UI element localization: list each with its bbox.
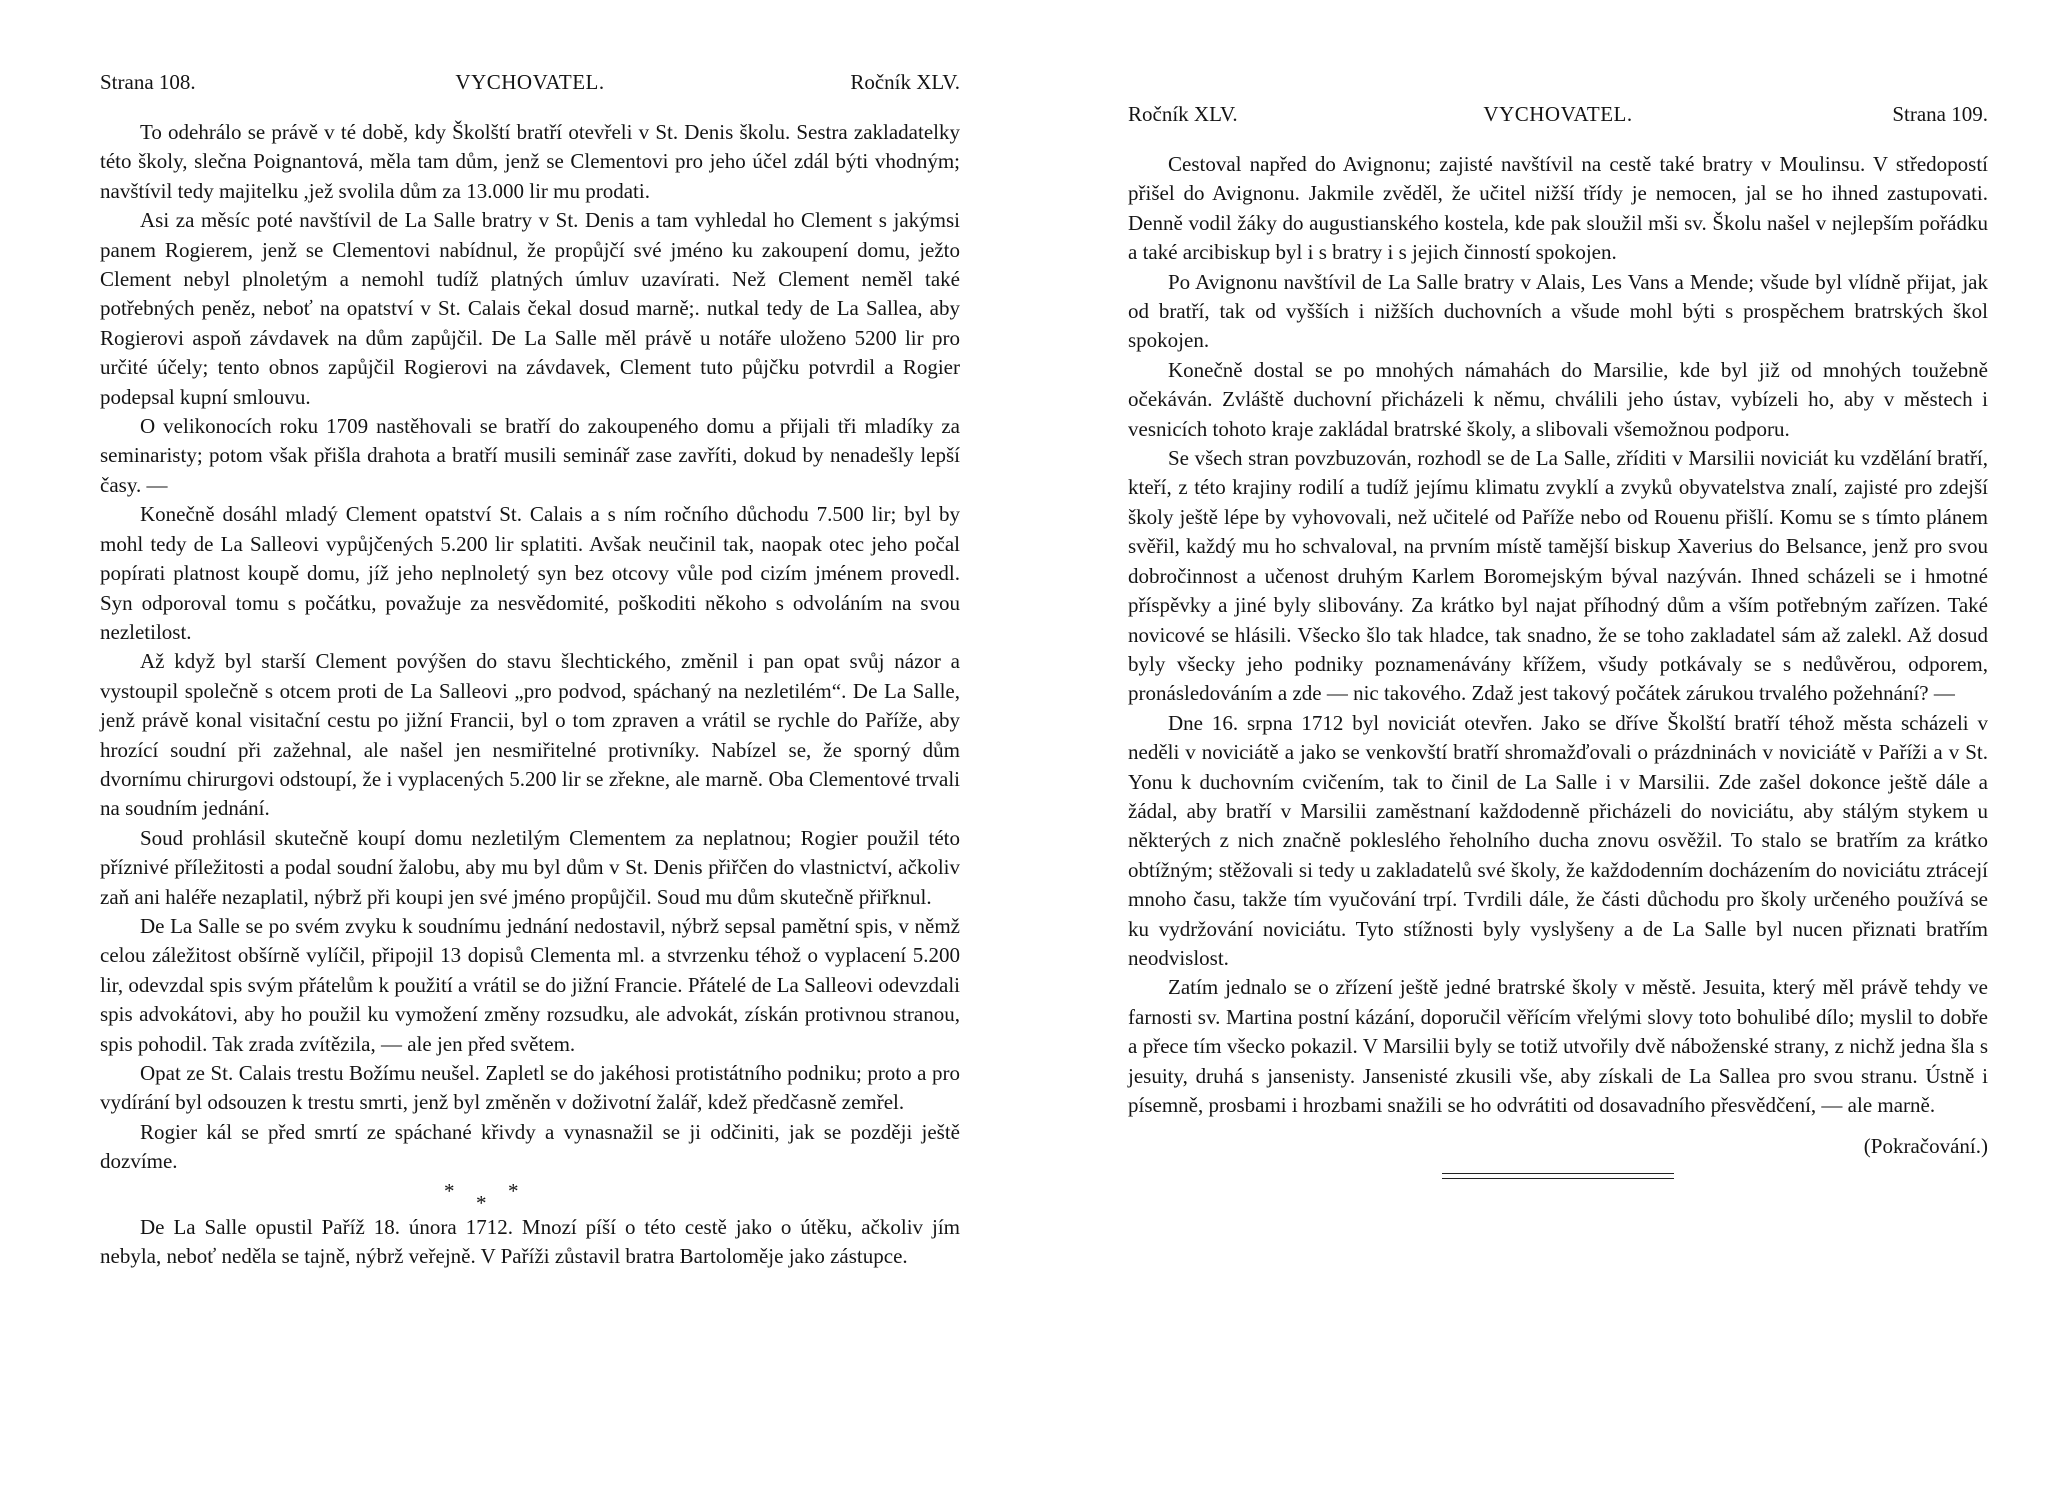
end-rule — [1128, 1173, 1988, 1179]
left-journal-title: VYCHOVATEL. — [455, 70, 605, 94]
paragraph: Až když byl starší Clement povýšen do stavu šlechtického, změnil i pan opat svůj názor a vystoupil společně s otcem proti de La Salleovi „pro podvod, spáchaný na nezletilém“. De La Salle, jenž právě konal visitační cestu po jižní Francii, byl o tom zpraven a vrátil se rychle do Paříže, aby hrozící soudní při zažehnal, ale našel jen nesmiřitelné protivníky. Nabízel se, že sporný dům dvornímu chirurgovi odstoupí, že i vyplacených 5.200 lir se zřekne, ale marně. Oba Clementové trvali na soudním jednání. — [100, 649, 960, 821]
paragraph: Dne 16. srpna 1712 byl noviciát otevřen. Jako se dříve Školští bratří téhož města scházeli v neděli v noviciátě a jako se venkovští bratří shromažďovali o prázdninách v noviciátě v Paříži a v St. Yonu k duchovním cvičením, tak to činil de La Salle i v Marsilii. Zde zašel dokonce ještě dále a žádal, aby bratří v Marsilii zaměstnaní každodenně přicházeli do noviciátu, aby stálým stykem u některých z nich značně poklesléhо řeholního ducha znovu osvěžil. To stalo se bratřím za krátko obtížným; stěžovali si tedy u zakladatelů své školy, že každodenním docházením do noviciátu ztrácejí mnoho času, takže tím vyučování trpí. Tvrdili dále, že části důchodu pro školy určeného používá se ku vydržování noviciátu. Tyto stížnosti byly vyslyšeny a de La Salle byl nucen přiznati bratřím neodvislost. — [1128, 710, 1988, 970]
right-journal-title: VYCHOVATEL. — [1483, 102, 1633, 126]
paragraph: Po Avignonu navštívil de La Salle bratry v Alais, Les Vans a Mende; všude byl vlídně přijat, jak od bratří, tak od vyšších i nižších duchovních a všude mohl býti s prospěchem bratrských škol spokojen. — [1128, 269, 1988, 353]
paragraph: O velikonocích roku 1709 nastěhovali se bratří do zakoupeného domu a přijali tři mladíky za seminaristy; potom však přišla drahota a bratří musili seminář zase zavříti, dokud by nenadešly lepší časy. — — [100, 414, 960, 497]
section-separator — [100, 1177, 960, 1213]
paragraph: To odehrálo se právě v té době, kdy Školští bratří otevřeli v St. Denis školu. Sestra zakladatelky této školy, slečna Poignantová, měla tam dům, jenž se Clementovi pro jeho účel zdál býti vhodným; navštívil tedy majitelku ,jež svolila dům za 13.000 lir mu prodati. — [100, 120, 960, 203]
continuation-note: (Pokračování.) — [1863, 1134, 1988, 1159]
paragraph: Konečně dostal se po mnohých námahách do Marsilie, kde byl již od mnohých toužebně očekáván. Zvláště duchovní přicházeli k němu, chválili jeho ústav, vybízeli ho, aby v městech i vesnicích tohoto kraje zakládal bratrské školy, a slibovali všemožnou podporu. — [1128, 357, 1988, 441]
paragraph: Zatím jednalo se o zřízení ještě jedné bratrské školy v městě. Jesuita, který měl právě tehdy ve farnosti sv. Martina postní kázání, doporučil věřícím vřelými slovy toto bohulibé dílo; myslil to dobře a přece tím všecko pokazil. V Marsilii byly se totiž utvořily dvě náboženské strany, z nichž jedna šla s jesuity, druhá s jansenisty. Jansenisté zkusili vše, aby získali de La Sallea pro svou stranu. Ústně i písemně, prosbami i hrozbami snažili se ho odvrátiti od dosavadního přesvědčení, — ale marně. — [1128, 975, 1988, 1117]
left-page-number: Strana 108. — [100, 70, 196, 94]
paragraph: Opat ze St. Calais trestu Božímu neušel. Zapletl se do jakéhosi protistátního podniku; proto a pro vydírání byl odsouzen k trestu smrti, jenž byl změněn v doživotní žalář, kdež předčasně zemřel. — [100, 1061, 960, 1115]
paragraph: Asi za měsíc poté navštívil de La Salle bratry v St. Denis a tam vyhledal ho Clement s jakýmsi panem Rogierem, jenž se Clementovi nabídnul, že propůjčí své jméno ku zakoupení domu, ježto Clement nebyl plnoletým a nemohl tudíž platných úmluv uzavírati. Než Clement neměl také potřebných peněz, neboť na opatství v St. Calais čekal dosud marně;. nutkal tedy de La Sallea, aby Rogierovi aspoň závdavek na dům zapůjčil. De La Salle měl právě u notáře uloženo 5200 lir pro určité účely; tento obnos zapůjčil Rogierovi na závdavek, Clement tuto půjčku potvrdil a Rogier podepsal kupní smlouvu. — [100, 208, 960, 409]
separator-star: * — [444, 1178, 455, 1203]
left-page — [100, 0, 960, 1271]
paragraph: Konečně dosáhl mladý Clement opatství St. Calais a s ním ročního důchodu 7.500 lir; byl by mohl tedy de La Salleovi vypůjčených 5.200 lir splatiti. Avšak neučinil tak, naopak otec jeho počal popírati platnost koupě domu, jíž jeho neplnoletý syn bez otcovy vůle pod cizím jménem provedl. Syn odporoval tomu s počátku, považuje za nesvědomité, poškoditi někoho s odvoláním na svou nezletilost. — [100, 502, 960, 644]
paragraph: Rogier kál se před smrtí ze spáchané křivdy a vynasnažil se ji odčiniti, jak se později ještě dozvíme. — [100, 1119, 960, 1174]
separator-star: * — [508, 1178, 519, 1203]
paragraph: De La Salle se po svém zvyku k soudnímu jednání nedostavil, nýbrž sepsal pamětní spis, v němž celou záležitost obšírně vylíčil, připojil 13 dopisů Clementa ml. a stvrzenku téhož o vyplacení 5.200 lir, odevzdal spis svým přátelům k použití a vrátil se do jižní Francie. Přátelé de La Salleovi odevzdali spis advokátovi, aby ho použil ku vymožení změny rozsudku, ale advokát, získán protivnou stranou, spis pohodil. Tak zrada zvítězila, — ale jen před světem. — [100, 913, 960, 1056]
paragraph: Cestoval napřed do Avignonu; zajisté navštívil na cestě také bratry v Moulinsu. V středopostí přišel do Avignonu. Jakmile zvěděl, že učitel nižší třídy je nemocen, jal se ho ihned zastupovati. Denně vodil žáky do augustianského kostela, kde pak sloužil mši sv. Školu našel v nejlepším pořádku a také arcibiskup byl i s bratry i s jejich činností spokojen. — [1128, 152, 1988, 265]
separator-star: * — [476, 1190, 487, 1215]
right-page-number: Strana 109. — [1892, 102, 1988, 126]
paragraph: Soud prohlásil skutečně koupí domu nezletilým Clementem za neplatnou; Rogier použil této příznivé příležitosti a podal soudní žalobu, aby mu byl dům v St. Denis přiřčen do vlastnictví, ačkoliv zaň ani haléře nezaplatil, nýbrž při koupi jen své jméno propůjčil. Soud mu dům skutečně přiřknul. — [100, 825, 960, 909]
rule-line — [1442, 1178, 1674, 1179]
paragraph: De La Salle opustil Paříž 18. února 1712. Mnozí píší o této cestě jako o útěku, ačkoliv jím nebyla, neboť neděla se tajně, nýbrž veřejně. V Paříži zůstavil bratra Bartoloměje jako zástupce. — [100, 1214, 960, 1269]
left-volume: Ročník XLV. — [850, 70, 960, 94]
rule-line — [1442, 1173, 1674, 1174]
left-running-header — [100, 70, 960, 110]
paragraph: Se všech stran povzbuzován, rozhodl se de La Salle, zříditi v Marsilii noviciát ku vzdělání bratří, kteří, z této krajiny rodilí a tudíž jejímu klimatu zvyklí a zvyků obyvatelstva znalí, zajisté pro zdejší školy ještě lépe by vyhovovali, než učitelé od Paříže nebo od Rouenu přišlí. Komu se s tímto plánem svěřil, každý mu ho schvaloval, na prvním místě tamější biskup Xaverius do Belsance, jenž pro svou dobročinnost a učenost druhým Karlem Boromejským býval nazýván. Ihned scházeli se i hmotné příspěvky a jiné byly slibovány. Za krátko byl najat příhodný dům a vším potřebným zařízen. Také novicové se hlásili. Všecko šlo tak hladce, tak snadno, že se toho zakladatel sám až zalekl. Až dosud byly všecky jeho podniky poznamenávány křížem, všudy potkávaly se s nedůvěrou, odporem, pronásledováním a zde — nic takového. Zdaž jest takový počátek zárukou trvalého požehnání? — — [1128, 446, 1988, 706]
right-page — [1128, 0, 1988, 1179]
right-running-header — [1128, 102, 1988, 142]
left-body-text — [100, 118, 960, 1271]
right-body-text — [1128, 150, 1988, 1179]
right-volume: Ročník XLV. — [1128, 102, 1238, 126]
